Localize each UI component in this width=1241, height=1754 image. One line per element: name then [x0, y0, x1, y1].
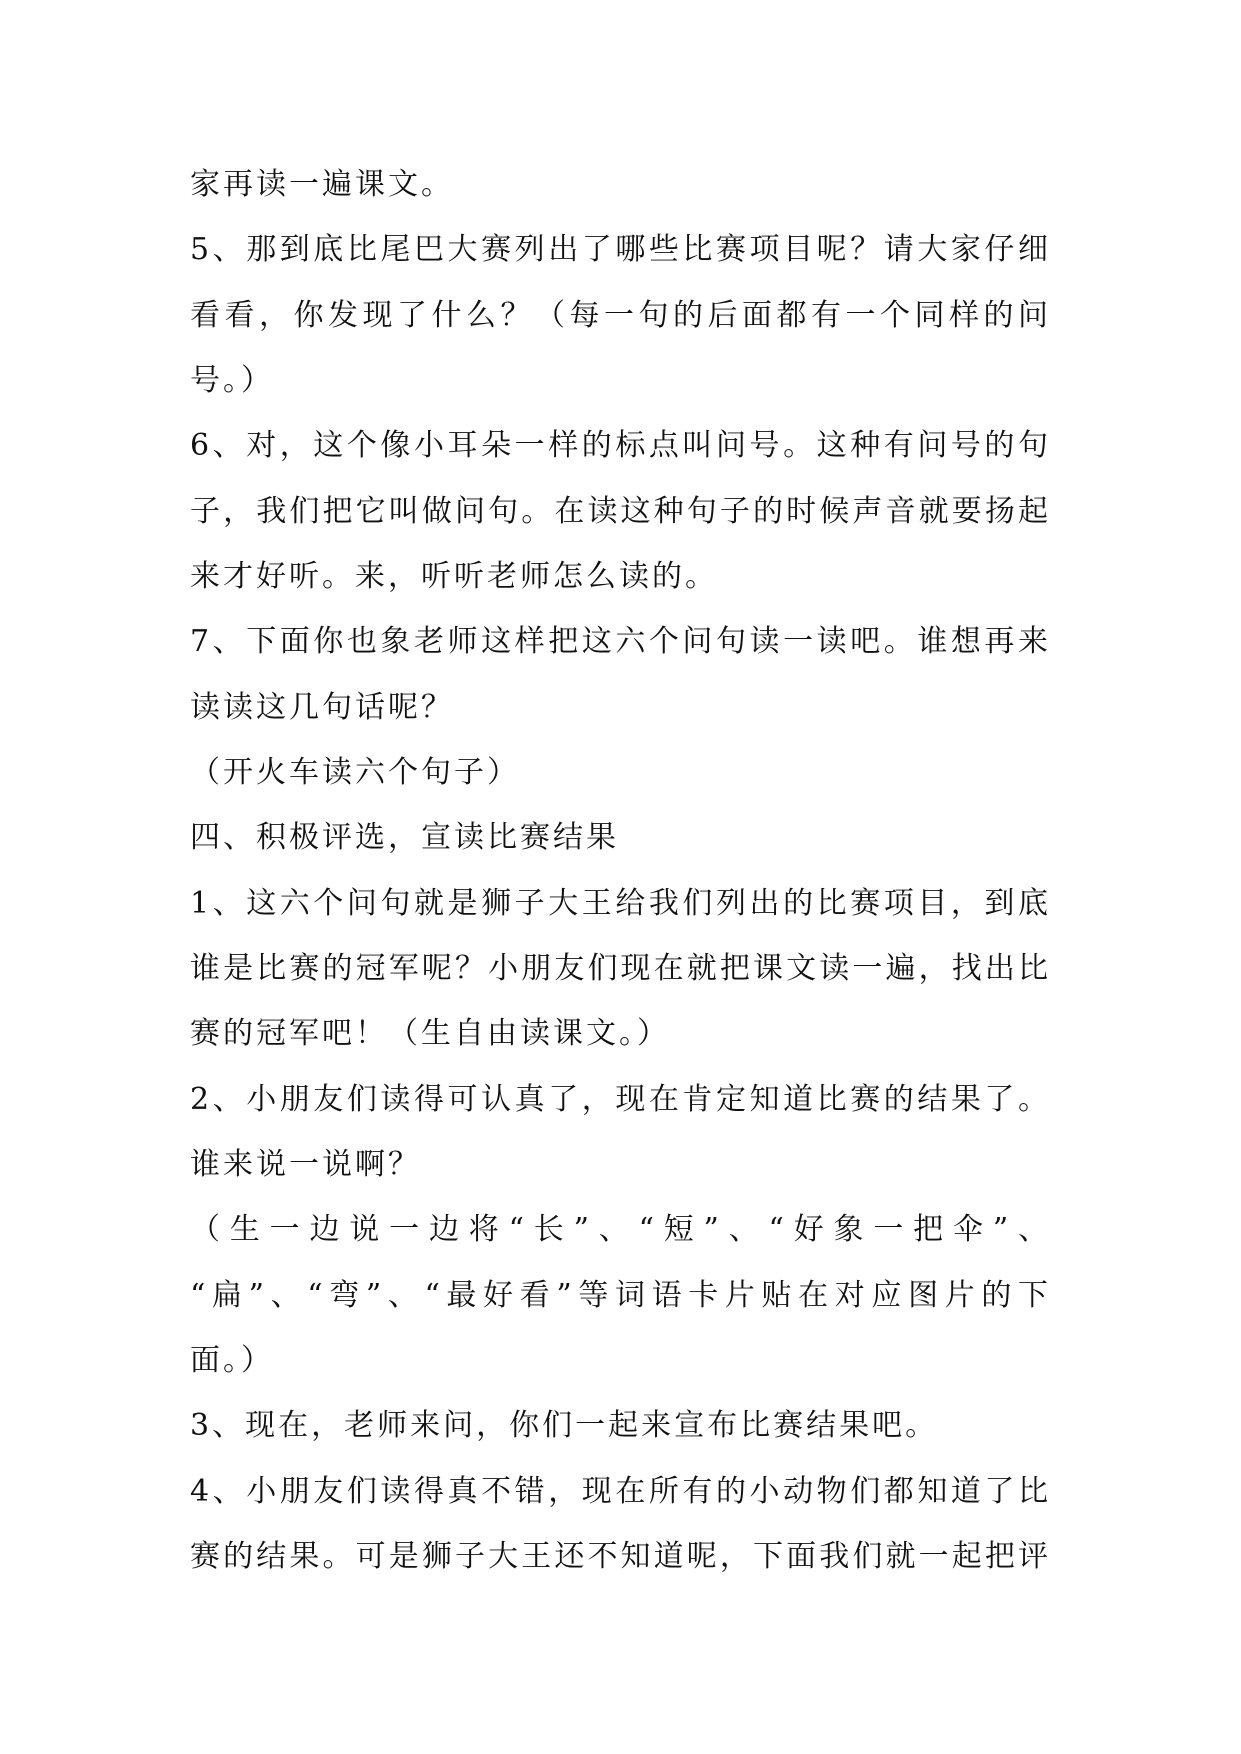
text-line: 面。）: [190, 1342, 274, 1378]
text-line: （生一边说一边将“长”、“短”、“好象一把伞”、: [190, 1212, 1050, 1248]
section-heading: 四、积极评选，宣读比赛结果: [190, 820, 619, 856]
text-line: 赛的冠军吧！（生自由读课文。）: [190, 1016, 670, 1052]
text-line: 家再读一遍课文。: [190, 167, 454, 202]
text-line: 3、现在，老师来问，你们一起来宣布比赛结果吧。: [190, 1408, 939, 1444]
text-line: 看看，你发现了什么？（每一句的后面都有一个同样的问: [190, 297, 1050, 333]
text-line: 谁来说一说啊？: [190, 1146, 421, 1182]
text-line: “扁”、“弯”、“最好看”等词语卡片贴在对应图片的下: [190, 1277, 1050, 1313]
text-line: 子，我们把它叫做问句。在读这种句子的时候声音就要扬起: [190, 493, 1050, 529]
text-line: 赛的结果。可是狮子大王还不知道呢，下面我们就一起把评: [190, 1538, 1050, 1574]
text-line: （开火车读六个句子）: [190, 754, 520, 790]
text-line: 来才好听。来，听听老师怎么读的。: [190, 558, 718, 594]
text-line: 7、下面你也象老师这样把这六个问句读一读吧。谁想再来: [190, 624, 1050, 660]
text-line: 4、小朋友们读得真不错，现在所有的小动物们都知道了比: [190, 1473, 1050, 1509]
text-line: 谁是比赛的冠军呢？小朋友们现在就把课文读一遍，找出比: [190, 950, 1050, 986]
text-line: 6、对，这个像小耳朵一样的标点叫问号。这种有问号的句: [190, 428, 1050, 464]
text-line: 1、这六个问句就是狮子大王给我们列出的比赛项目，到底: [190, 885, 1050, 921]
body-text: [190, 152, 1050, 1589]
text-line: 读读这几句话呢？: [190, 689, 454, 725]
text-line: 2、小朋友们读得可认真了，现在肯定知道比赛的结果了。: [190, 1081, 1050, 1117]
text-line: 号。）: [190, 362, 274, 398]
text-line: 5、那到底比尾巴大赛列出了哪些比赛项目呢？请大家仔细: [190, 232, 1050, 268]
